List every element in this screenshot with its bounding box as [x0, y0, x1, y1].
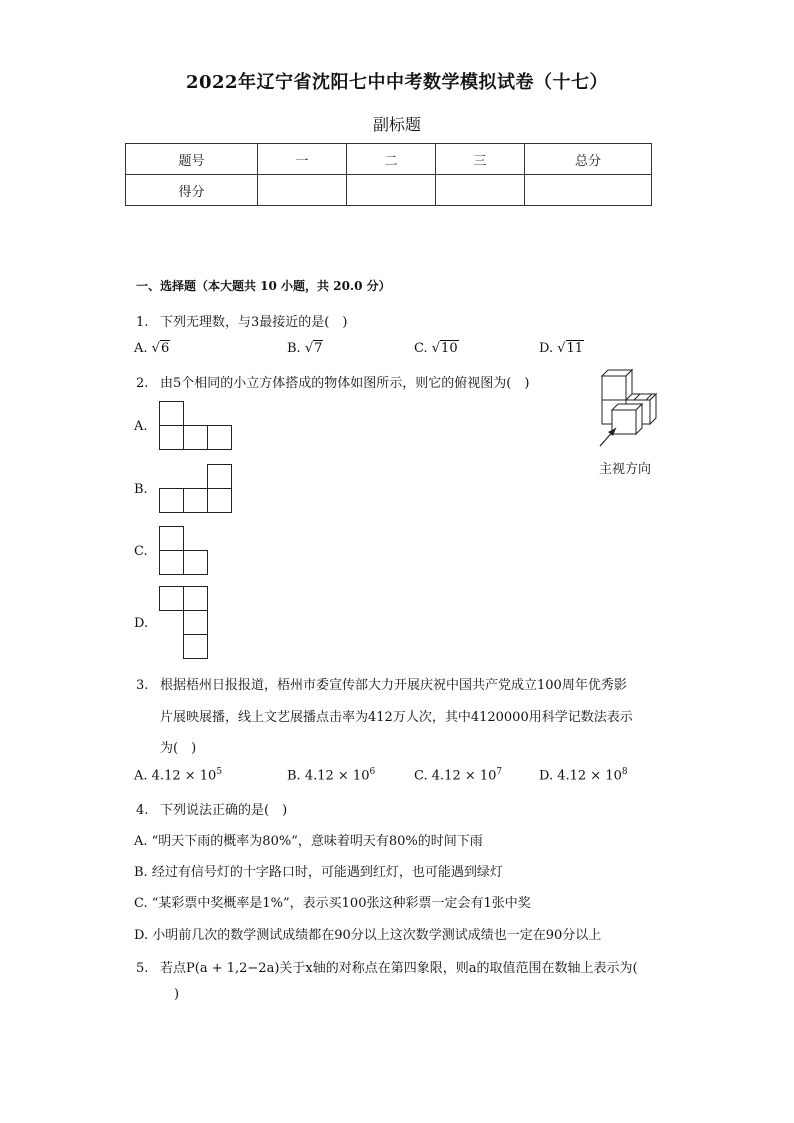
page-subtitle: 副标题 [372, 115, 421, 134]
grid-cell [183, 586, 208, 611]
exponent: 6 [369, 767, 376, 777]
exponent: 7 [496, 767, 503, 777]
option-d [539, 767, 628, 783]
question-text: 由5个相同的小立方体搭成的物体如图所示，则它的俯视图为( ) [160, 376, 530, 391]
radicand: 7 [314, 341, 323, 356]
table-cell: 二 [347, 144, 436, 175]
radicand: 11 [566, 341, 584, 356]
question-1 [136, 311, 347, 330]
option-label: C. [414, 341, 428, 356]
cube-face [612, 410, 636, 434]
cube-figure [594, 366, 666, 448]
radicand: 6 [160, 341, 170, 356]
page-title: 2022年辽宁省沈阳七中中考数学模拟试卷（十七） [185, 72, 609, 93]
question-5-line-2: ) [174, 987, 180, 1002]
grid-cell [159, 550, 184, 575]
option-c [414, 767, 502, 783]
table-cell [525, 175, 652, 206]
question-number: 1. [136, 315, 149, 330]
question-text: 若点P(a + 1,2−2a)关于x轴的对称点在第四象限，则a的取值范围在数轴上表示为( [160, 961, 638, 976]
option-value: 4.12 × 10 [151, 768, 217, 784]
question-number: 3. [136, 678, 149, 693]
grid-cell [183, 425, 208, 450]
option-a: A. “明天下雨的概率为80%”，意味着明天有80%的时间下雨 [134, 834, 483, 849]
table-cell: 三 [436, 144, 525, 175]
grid-cell [207, 488, 232, 513]
option-a [134, 767, 222, 783]
section-heading: 一、选择题（本大题共 10 小题，共 20.0 分） [136, 279, 391, 293]
table-cell: 一 [258, 144, 347, 175]
option-c: C. “某彩票中奖概率是1%”，表示买100张这种彩票一定会有1张中奖 [134, 896, 531, 911]
question-3 [136, 674, 627, 693]
option-d: D. [134, 616, 149, 631]
grid-cell [159, 488, 184, 513]
grid-cell [183, 550, 208, 575]
figure-label: 主视方向 [599, 462, 652, 477]
option-value: 4.12 × 10 [557, 768, 622, 784]
score-table [125, 143, 652, 206]
question-2 [136, 372, 529, 391]
exponent: 5 [216, 767, 223, 777]
option-b: B. √7 [287, 341, 323, 356]
grid-cell [159, 401, 184, 426]
question-3-line-3: 为( ) [160, 741, 197, 756]
option-d: D. 小明前几次的数学测试成绩都在90分以上这次数学测试成绩也一定在90分以上 [134, 928, 602, 943]
question-number: 4. [136, 803, 149, 818]
table-cell: 得分 [126, 175, 258, 206]
option-b: B. 经过有信号灯的十字路口时，可能遇到红灯，也可能遇到绿灯 [134, 865, 503, 880]
option-label: C. [414, 768, 428, 784]
option-value: 4.12 × 10 [431, 768, 497, 784]
question-5 [136, 957, 638, 976]
radicand: 10 [441, 341, 458, 356]
table-cell: 题号 [126, 144, 258, 175]
option-a: A. [134, 419, 148, 434]
question-text: 下列无理数，与3最接近的是( ) [160, 315, 348, 330]
table-cell [258, 175, 347, 206]
option-label: D. [539, 768, 554, 784]
cube-side [650, 394, 656, 424]
option-value: 4.12 × 10 [304, 768, 370, 784]
option-label: B. [287, 768, 301, 784]
table-cell: 总分 [525, 144, 652, 175]
question-3-line-2: 片展映展播，线上文艺展播点击率为412万人次，其中4120000用科学记数法表示 [160, 710, 633, 725]
grid-cell [159, 526, 184, 551]
question-text: 下列说法正确的是( ) [160, 803, 288, 818]
table-cell [347, 175, 436, 206]
option-label: D. [539, 341, 554, 356]
option-b [287, 767, 375, 783]
option-d: D. √11 [539, 341, 584, 356]
exponent: 8 [621, 767, 628, 777]
grid-cell [183, 610, 208, 635]
option-label: B. [287, 341, 301, 356]
option-b: B. [134, 482, 148, 497]
option-label: A. [134, 768, 148, 784]
option-c: C. [134, 544, 148, 559]
grid-cell [207, 464, 232, 489]
option-c: C. √10 [414, 341, 458, 356]
grid-cell [159, 586, 184, 611]
table-cell [436, 175, 525, 206]
cube-face [602, 376, 626, 400]
question-text: 根据梧州日报报道，梧州市委宣传部大力开展庆祝中国共产党成立100周年优秀影 [160, 678, 627, 693]
table-row [126, 175, 652, 206]
question-4 [136, 799, 287, 818]
question-number: 5. [136, 961, 149, 976]
option-label: A. [134, 341, 148, 356]
table-row [126, 144, 652, 175]
grid-cell [183, 488, 208, 513]
question-number: 2. [136, 376, 149, 391]
grid-cell [183, 634, 208, 659]
grid-cell [159, 425, 184, 450]
option-a: A. √6 [134, 341, 170, 356]
grid-cell [207, 425, 232, 450]
cube-side [636, 404, 642, 434]
